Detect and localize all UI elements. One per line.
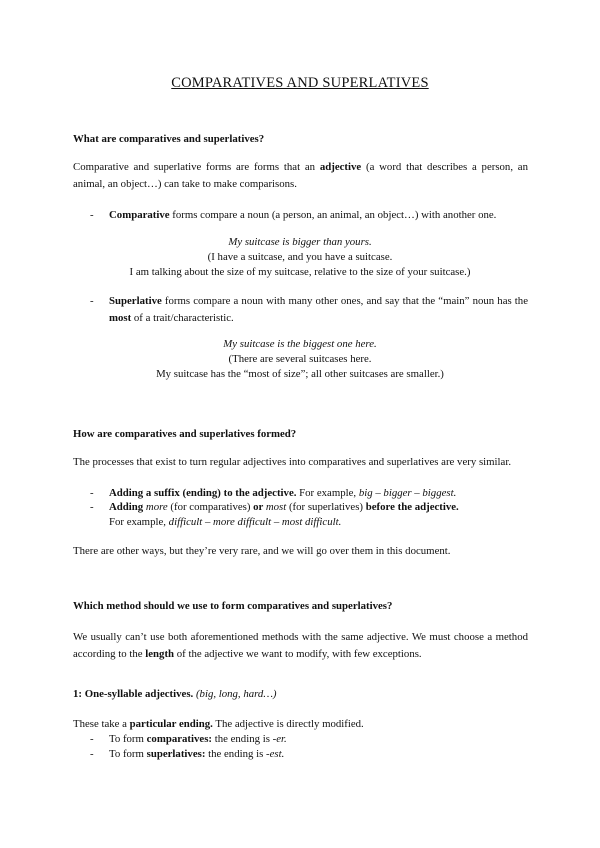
superlative-text-b: of a trait/characteristic.	[131, 312, 234, 324]
section-heading-what: What are comparatives and superlatives?	[73, 133, 265, 145]
one-syllable-intro-a: These take a	[73, 718, 130, 730]
rule-superlatives-item	[90, 746, 528, 763]
section-heading-how: How are comparatives and superlatives formed?	[73, 428, 297, 440]
method-before-adjective: before the adjective.	[365, 501, 459, 513]
method-more-most-example	[90, 514, 528, 531]
word-most: most	[265, 501, 287, 513]
comparative-term: Comparative	[109, 209, 170, 221]
intro-text-c: (a word that describes a person, an animal, an object…) can take to make comparisons.	[73, 161, 528, 190]
superlative-note-1: (There are several suitcases here.	[228, 353, 372, 365]
superlative-example	[0, 337, 600, 352]
text-for-comparatives: (for comparatives)	[167, 501, 254, 513]
bullet-dash: -	[90, 733, 94, 745]
superlative-most: most	[109, 312, 132, 324]
rule-text-a: To form	[109, 748, 147, 760]
word-more: more	[145, 501, 168, 513]
bullet-dash: -	[90, 748, 94, 760]
intro-text-a: Comparative and superlative forms are forms that an	[73, 161, 320, 173]
how-outro: There are other ways, but they’re very rare, and we will go over them in this document.	[73, 545, 451, 557]
one-syllable-intro-c: The adjective is directly modified.	[212, 718, 364, 730]
bullet-dash: -	[90, 487, 94, 499]
method-suffix-bold: Adding a suffix (ending) to the adjective.	[109, 487, 297, 499]
method-adding: Adding	[109, 501, 146, 513]
superlative-note-2: My suitcase has the “most of size”; all other suitcases are smaller.)	[156, 368, 444, 380]
comparative-note-2: I am talking about the size of my suitcase, relative to the size of your suitcase.)	[129, 266, 471, 278]
one-syllable-intro-bold: particular ending.	[129, 718, 213, 730]
method-suffix-text: For example,	[296, 487, 359, 499]
how-intro: The processes that exist to turn regular adjectives into comparatives and superlatives are very similar.	[73, 456, 512, 468]
superlative-example-text: My suitcase is the biggest one here.	[223, 338, 377, 350]
which-length: length	[145, 648, 175, 660]
text-for-superlatives: (for superlatives)	[286, 501, 366, 513]
comparative-list-item	[90, 207, 528, 224]
example-difficult: difficult – more difficult – most difficult.	[168, 516, 342, 528]
intro-paragraph	[73, 159, 528, 193]
one-syllable-heading-bold: 1: One-syllable adjectives.	[73, 688, 194, 700]
intro-text-bold: adjective	[319, 161, 362, 173]
one-syllable-heading-examples: (big, long, hard…)	[193, 688, 277, 700]
which-text-a: We usually can’t use both aforementioned methods with the same adjective. We must choose a method according to the	[73, 631, 528, 660]
superlative-text-a: forms compare a noun with many other ones, and say that the “main” noun has the	[161, 295, 528, 307]
rule-ending-er: -er.	[272, 733, 287, 745]
example-intro: For example,	[109, 516, 169, 528]
comparative-example	[0, 235, 600, 250]
comparative-note-1: (I have a suitcase, and you have a suitcase.	[207, 251, 393, 263]
which-paragraph	[73, 629, 528, 663]
one-syllable-heading	[73, 688, 277, 700]
bullet-dash: -	[90, 209, 94, 221]
rule-comparatives-bold: comparatives:	[146, 733, 213, 745]
bullet-dash: -	[90, 295, 94, 307]
rule-text-c: the ending is	[212, 733, 273, 745]
section-heading-which: Which method should we use to form comparatives and superlatives?	[73, 600, 393, 612]
rule-ending-est: -est.	[266, 748, 285, 760]
superlative-list-item	[90, 293, 528, 327]
rule-text-c: the ending is	[205, 748, 266, 760]
comparative-example-text: My suitcase is bigger than yours.	[228, 236, 372, 248]
superlative-term: Superlative	[109, 295, 162, 307]
bullet-dash: -	[90, 501, 94, 513]
method-suffix-example: big – bigger – biggest.	[358, 487, 457, 499]
rule-superlatives-bold: superlatives:	[146, 748, 206, 760]
document-title: COMPARATIVES AND SUPERLATIVES	[171, 75, 429, 91]
comparative-text: forms compare a noun (a person, an animal, an object…) with another one.	[169, 209, 497, 221]
word-or: or	[253, 501, 266, 513]
which-text-c: of the adjective we want to modify, with few exceptions.	[174, 648, 422, 660]
rule-text-a: To form	[109, 733, 147, 745]
